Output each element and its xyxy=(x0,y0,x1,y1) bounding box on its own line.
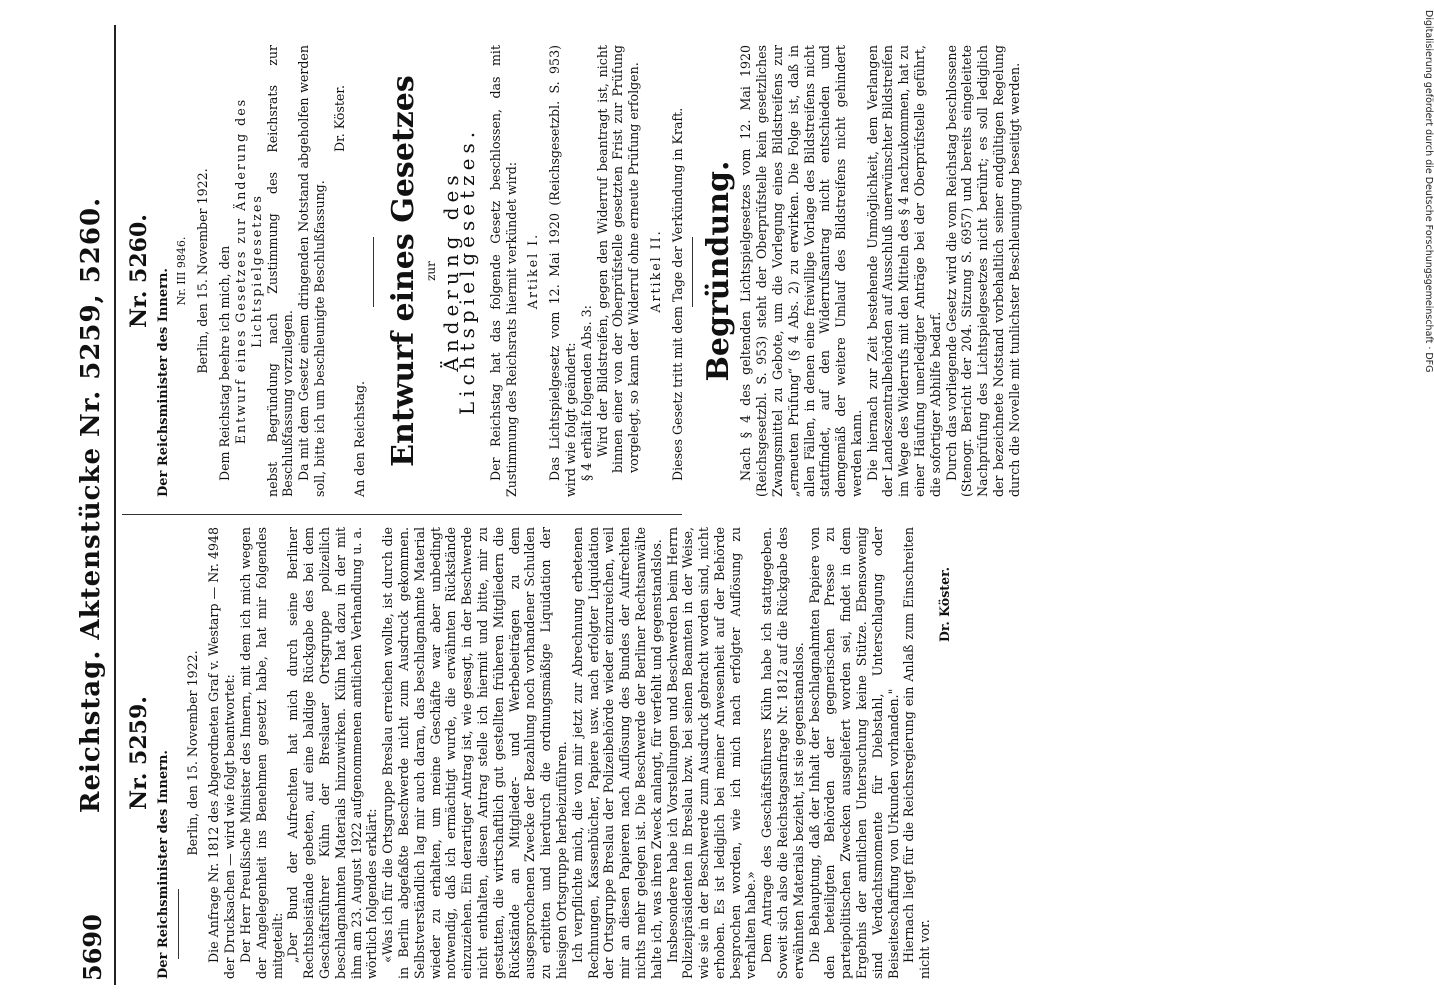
paragraph: Dieses Gesetz tritt mit dem Tage der Verkündung in Kraft. xyxy=(669,107,685,481)
running-title: Reichstag. Aktenstücke Nr. 5259, 5260. xyxy=(76,196,106,814)
paragraph: Ich verpflichte mich, die von mir jetzt zur Abrechnung erbetenen Rechnungen, Kassenbücher, Papiere usw. nach erfolgter Liquidation der Ortsgruppe Breslau der Polizeibehörde wieder einzureichen, weil mir an diesen Papieren nach Auflösung des Bundes der Aufrechten nichts mehr gelegen ist. Die Beschwerde der Berliner Rechtsanwälte halte ich, was ihren Zweck anlangt, für verfehlt und gegenstandslos. xyxy=(569,527,664,979)
paragraph: «Was ich für die Ortsgruppe Breslau erreichen wollte, ist durch die in Berlin abgefaßte Beschwerde nicht zum Ausdruck gekommen. Selbstverständlich lag mir auch daran, das beschlagnahmte Material wieder zu erhalten, um meine Geschäfte war aber unbedingt notwendig, daß ich ermächtigt wurde, die erwähnten Rückstände einzuziehen. Ein derartiger Antrag ist, wie gesagt, in der Beschwerde nicht enthalten, diesen Antrag stelle ich hiermit und bitte, mir zu gestatten, die wirtschaftlich gut gestellten früheren Mitgliedern die Rückstände an Mitglieder- und Werbebeiträgen zu dem ausgesprochenen Zwecke der Bezahlung noch vorhandener Schulden zu erbitten und hierdurch die ordnungsmäßige Liquidation der hiesigen Ortsgruppe herbeizuführen. xyxy=(380,527,569,979)
paragraph: Da mit dem Gesetz einem dringenden Notstand abgeholfen werden soll, bitte ich um beschleunigte Beschlußfassung. xyxy=(296,45,327,497)
section-heading-begruendung: Begründung. xyxy=(700,160,736,382)
document-page xyxy=(70,25,1390,985)
paragraph: nebst Begründung nach Zustimmung des Reichsrats zur Beschlußfassung vorzulegen. xyxy=(264,45,296,497)
paragraph: „Der Bund der Aufrechten hat mich durch seine Berliner Rechtsbeistände gebeten, auf eine baldige Rückgabe des bei dem Geschäftsführer Kühn der Breslauer Ortsgruppe polizeilich beschlagnahmten Materials hinzuwirken. Kühn hat dazu in der mit ihm am 23. August 1922 aufgenommenen amtlichen Verhandlung u. a. wörtlich folgendes erklärt: xyxy=(285,527,380,979)
paragraph: Das Lichtspielgesetz vom 12. Mai 1920 (Reichsgesetzbl. S. 953) wird wie folgt geändert: xyxy=(547,45,578,497)
department-heading: Der Reichsminister des Innern. xyxy=(155,750,171,979)
credit-text: Digitalisierung gefördert durch die Deutsche Forschungsgemeinschaft · DFG xyxy=(1423,10,1434,373)
department-heading: Der Reichsminister des Innern. xyxy=(155,268,171,497)
paragraph: Dem Reichstag beehre ich mich, den xyxy=(217,245,233,481)
paragraph: Durch das vorliegende Gesetz wird die vom Reichstag beschlossene (Stenogr. Bericht der 204. Sitzung S. 6957) und bereits eingeleitete Nachprüfung des Lichtspielgesetzes nicht berührt; es soll lediglich der bezeichnete Notstand vorbehaltlich seiner endgültigen Regelung durch die Novelle mit tunlichster Beschleunigung beseitigt werden. xyxy=(943,45,1022,497)
reference-number: Nr. III 9846. xyxy=(174,236,188,306)
article-heading: Artikel I. xyxy=(525,232,541,310)
paragraph: Der Reichstag hat das folgende Gesetz beschlossen, das mit Zustimmung des Reichsrats hiermit verkündet wird: xyxy=(487,45,519,497)
bill-title-connector: zur xyxy=(424,261,439,281)
page-number: 5690 xyxy=(78,914,107,981)
paragraph: Dem Antrage des Geschäftsführers Kühn habe ich stattgegeben. Soweit sich also die Reichstagsanfrage Nr. 1812 auf die Rückgabe des erwähnten Materials bezieht, ist sie gegenstandslos. xyxy=(759,527,806,979)
short-rule xyxy=(373,237,374,307)
left-column xyxy=(126,527,957,979)
addressee: An den Reichstag. xyxy=(351,380,367,497)
document-number-5259: Nr. 5259. xyxy=(126,696,152,810)
quoted-provision: Wird der Bildstreifen, gegen den Widerruf beantragt ist, nicht binnen einer von der Oberprüfstelle gesetzten Frist zur Prüfung vorgelegt, so kann der Widerruf ohne erneute Prüfung erfolgen. xyxy=(594,45,642,473)
paragraph: Hiernach liegt für die Reichsregierung ein Anlaß zum Einschreiten nicht vor. xyxy=(901,527,933,979)
paragraph: Insbesondere habe ich Vorstellungen und Beschwerden beim Herrn Polizeipräsidenten in Breslau bzw. bei seinen Beamten in der Weise, wie sie in der Beschwerde zum Ausdruck gebracht worden sind, nicht erhoben. Es ist lediglich bei meiner Anwesenheit auf der Behörde besprochen worden, wie ich mich nach erfolgter Auflösung zu verhalten habe.» xyxy=(664,527,759,979)
paragraph: Die Behauptung, daß der Inhalt der beschlagnahmten Papiere von den beteiligten Behörden der gegnerischen Presse zu parteipolitischen Zwecken ausgeliefert worden sei, findet in dem Ergebnis der amtlichen Untersuchung keine Stütze. Ebensowenig sind Verdachtsmomente für Diebstahl, Unterschlagung oder Beiseiteschaffung von Urkunden vorhanden." xyxy=(806,527,901,979)
column-divider xyxy=(122,514,682,515)
digitization-credit xyxy=(1418,10,1434,990)
date-line: Berlin, den 15. November 1922. xyxy=(184,650,200,856)
header-rule xyxy=(114,25,116,985)
signature: Dr. Köster. xyxy=(331,85,347,153)
date-line: Berlin, den 15. November 1922. xyxy=(195,168,211,374)
article-heading: Artikel II. xyxy=(647,229,663,313)
paragraph: Die hiernach zur Zeit bestehende Unmöglichkeit, dem Verlangen der Landeszentralbehörden auf Ausschluß unerwünschter Bildstreifen im Wege des Widerrufs mit den Mitteln des § 4 nachzukommen, hat zu einer Häufung unerledigter Anträge bei der Oberprüfstelle geführt, die sofortiger Abhilfe bedarf. xyxy=(864,45,943,497)
page-header xyxy=(70,25,110,985)
short-rule xyxy=(692,237,693,307)
document-number-5260: Nr. 5260. xyxy=(126,214,152,328)
signature: Dr. Köster. xyxy=(937,567,953,643)
paragraph: § 4 erhält folgenden Abs. 3: xyxy=(578,305,594,481)
bill-reference: Entwurf eines Gesetzes zur Änderung des Lichtspielgesetzes xyxy=(232,97,264,445)
bill-title: Entwurf eines Gesetzes xyxy=(386,75,422,467)
paragraph: Der Herr Preußische Minister des Innern, mit dem ich mich wegen der Angelegenheit ins Benehmen gesetzt habe, hat mir folgendes mitgeteilt: xyxy=(237,527,285,979)
right-column xyxy=(126,45,1023,497)
paragraph: Die Anfrage Nr. 1812 des Abgeordneten Graf v. Westarp — Nr. 4948 der Drucksachen — wird wie folgt beantwortet: xyxy=(206,527,238,979)
bill-subtitle: Änderung des Lichtspielgesetzes. xyxy=(439,126,479,416)
short-rule xyxy=(178,889,179,959)
paragraph: Nach § 4 des geltenden Lichtspielgesetzes vom 12. Mai 1920 (Reichsgesetzbl. S. 953) steht der Oberprüfstelle kein gesetzliches Zwangsmittel zu Gebote, um die Vorlegung eines Bildstreifens zur „erneuten Prüfung“ (§ 4 Abs. 2) zu erwirken. Die Folge ist, daß in allen Fällen, in denen eine freiwillige Vorlage des Bildstreifens nicht stattfindet, auf den Widerrufsantrag nicht entschieden und demgemäß der weitere Umlauf des Bildstreifens nicht gehindert werden kann. xyxy=(738,45,864,497)
